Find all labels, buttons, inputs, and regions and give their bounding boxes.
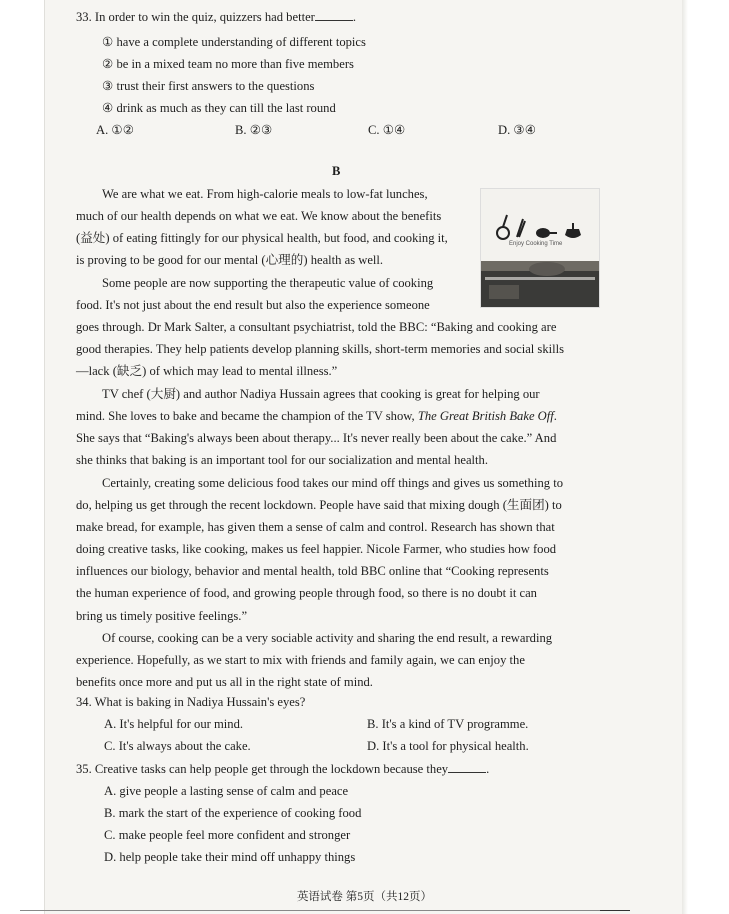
bottom-rule [20,910,620,911]
q33-stem: 33. In order to win the quiz, quizzers had better . [76,10,357,24]
illustration-caption: Enjoy Cooking Time [509,241,563,247]
q33-item-4: ④ drink as much as they can till the last round [102,101,336,115]
passage-paragraph-2: Some people are now supporting the therapeutic value of cooking food. It's not just about the end result but also the experience someone goes through. Dr Mark Salter, a consultant psychiatrist, told the BBC: “Baking and cooking are good therapies. They help patients develop planning skills, short-term memories and social skills —lack (缺乏) of which may lead to mental illness.” [76,276,565,379]
passage-paragraph-1: We are what we eat. From high-calorie meals to low-fat lunches, much of our health depends on what we eat. We know about the benefits (益处) of eating fittingly for our physical health, but food, and cooking it, is proving to be good for our mental (心理的) health as well. [76,187,448,268]
section-label: B [332,164,341,178]
q33-item-1: ① have a complete understanding of different topics [102,35,366,49]
page-footer: 英语试卷 第5页（共12页） [296,891,433,903]
q33-choice-c: C. ①④ [368,123,406,137]
answer-blank [448,762,486,773]
bottom-rule-dark [600,910,630,911]
q33-item-3: ③ trust their first answers to the questions [102,79,315,93]
q34-option-d: D. It's a tool for physical health. [367,739,529,753]
answer-blank [315,10,353,21]
show-title: The Great British Bake Off [417,409,554,424]
passage-paragraph-3: TV chef (大厨) and author Nadiya Hussain agrees that cooking is great for helping our mind. She loves to bake and became the champion of the TV show, The Great British Bake Off. She says that “Baking's always been about therapy... It's never really been about the cake.” And she thinks that baking is an important tool for our socialization and mental health. [76,387,557,468]
q35-option-c: C. make people feel more confident and stronger [104,828,351,842]
q33-item-2: ② be in a mixed team no more than five members [102,57,354,71]
q34-option-c: C. It's always about the cake. [104,739,251,753]
q34-option-b: B. It's a kind of TV programme. [367,717,529,731]
q35-option-b: B. mark the start of the experience of cooking food [104,806,362,820]
q33-choice-a: A. ①② [96,123,134,137]
q34-option-a: A. It's helpful for our mind. [104,717,244,731]
passage-paragraph-5: Of course, cooking can be a very sociable activity and sharing the end result, a rewarding experience. Hopefully, as we start to mix with friends and family again, we can enjoy the benefits once more and put us all in the right state of mind. [76,631,553,690]
passage-paragraph-4: Certainly, creating some delicious food takes our mind off things and gives us something to do, helping us get through the recent lockdown. People have said that mixing dough (生面团) to make bread, for example, has given them a sense of calm and control. Research has shown that doing creative tasks, like cooking, makes us feel happier. Nicole Farmer, who studies how food influences our biology, behavior and mental health, told BBC online that “Cooking represents the human experience of food, and growing people through food, so there is no doubt it can bring us timely positive feelings.” [76,476,563,623]
q34-stem: 34. What is baking in Nadiya Hussain's eyes? [76,695,306,709]
q35-option-a: A. give people a lasting sense of calm and peace [104,784,349,798]
page-edge [44,0,45,914]
q33-choice-b: B. ②③ [235,123,273,137]
q35-stem: 35. Creative tasks can help people get through the lockdown because they . [76,762,490,776]
q35-option-d: D. help people take their mind off unhappy things [104,850,356,864]
q33-choice-d: D. ③④ [498,123,536,137]
